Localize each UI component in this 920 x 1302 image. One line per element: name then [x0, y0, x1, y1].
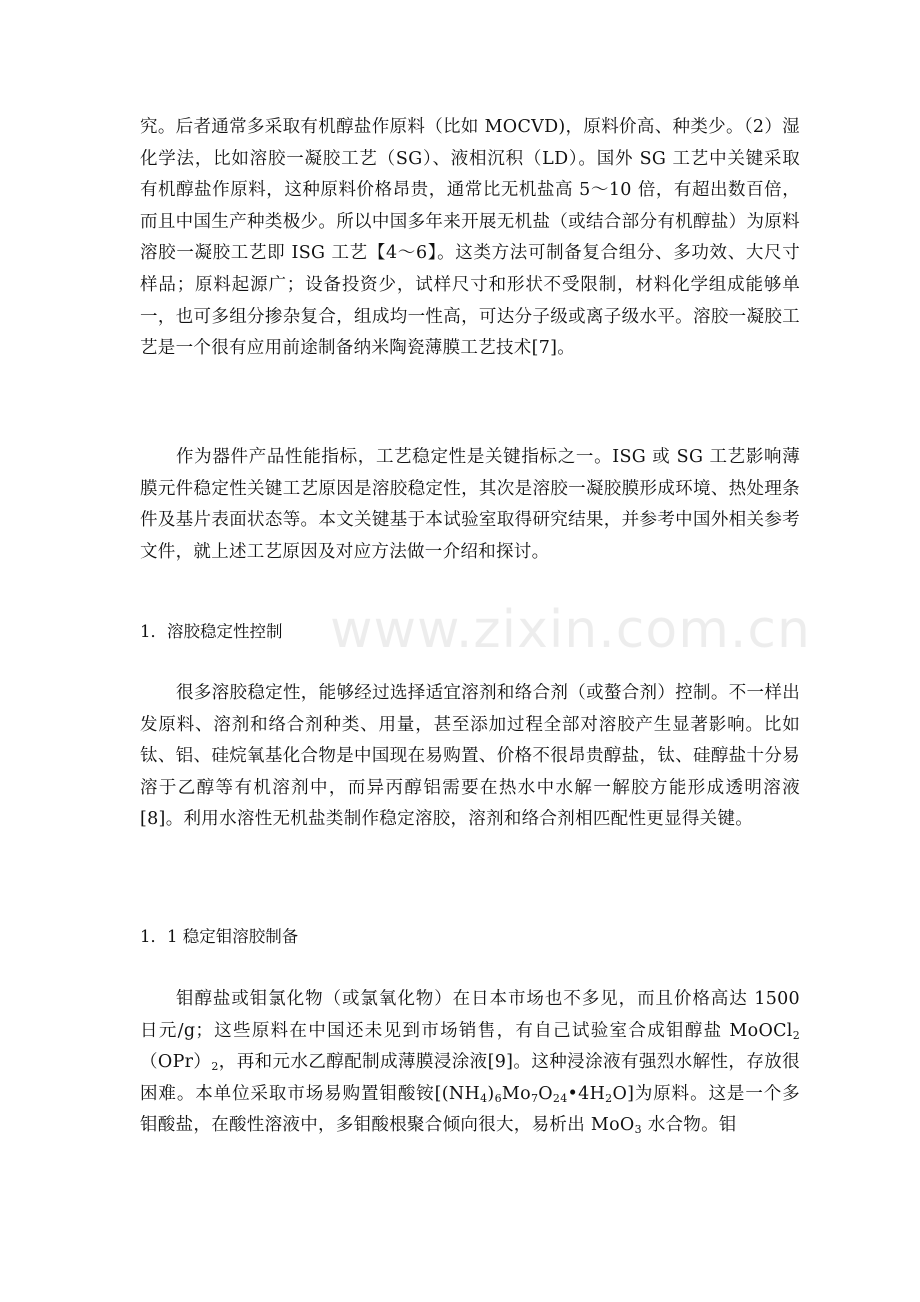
paragraph-4-text: ，再和元水乙醇配制成薄膜浸涂液[9]。这种浸涂液有强烈水解性，存放很困难。本单位采取市场易购置钼酸铵[(NH: [140, 1052, 800, 1104]
subscript: 6: [494, 1091, 502, 1105]
paragraph-4-text: Mo: [501, 1083, 531, 1104]
paragraph-4: [140, 984, 800, 1142]
subscript: 7: [530, 1091, 539, 1105]
paragraph-4-text: O]为原料。这是一个多钼酸盐，在酸性溶液中，多钼酸根聚合倾向很大，易析出 MoO: [140, 1083, 800, 1136]
watermark: www.zixin.com.cn: [330, 600, 811, 660]
section-heading-1: 1．溶胶稳定性控制: [140, 622, 283, 641]
paragraph-3: 很多溶胶稳定性，能够经过选择适宜溶剂和络合剂（或螯合剂）控制。不一样出发原料、溶剂和络合剂种类、用量，甚至添加过程全部对溶胶产生显著影响。比如钛、铝、硅烷氧基化合物是中国现在易购置、价格不很昂贵醇盐，钛、硅醇盐十分易溶于乙醇等有机溶剂中，而异丙醇铝需要在热水中水解一解胶方能形成透明溶液[8]。利用水溶性无机盐类制作稳定溶胶，溶剂和络合剂相匹配性更显得关键。: [140, 683, 800, 830]
section-heading-1-1: 1．1 稳定钼溶胶制备: [140, 927, 299, 946]
subscript: 2: [792, 1028, 800, 1042]
subscript: 24: [552, 1091, 568, 1105]
paragraph-4-text: O: [538, 1083, 553, 1104]
subscript: 2: [605, 1091, 613, 1105]
paragraph-4-text: 钼醇盐或钼氯化物（或氯氧化物）在日本市场也不多见，而且价格高达 1500 日元/g；这些原料在中国还未见到市场销售，有自己试验室合成钼醇盐 MoOCl: [140, 989, 800, 1041]
paragraph-4-text: （OPr）: [140, 1052, 212, 1073]
paragraph-2: 作为器件产品性能指标，工艺稳定性是关键指标之一。ISG 或 SG 工艺影响薄膜元件稳定性关键工艺原因是溶胶稳定性，其次是溶胶一凝胶膜形成环境、热处理条件及基片表面状态等。本文关键基于本试验室取得研究结果，并参考中国外相关参考文件，就上述工艺原因及对应方法做一介绍和探讨。: [140, 447, 800, 562]
paragraph-1: 究。后者通常多采取有机醇盐作原料（比如 MOCVD)，原料价高、种类少。（2）湿化学法，比如溶胶一凝胶工艺（SG）、液相沉积（LD）。国外 SG 工艺中关键采取有机醇盐作原料，这种原料价格昂贵，通常比无机盐高 5～10 倍，有超出数百倍，而且中国生产种类极少。所以中国多年来开展无机盐（或结合部分有机醇盐）为原料溶胶一凝胶工艺即 ISG 工艺【4～6】。这类方法可制备复合组分、多功效、大尺寸样品；原料起源广；设备投资少，试样尺寸和形状不受限制，材料化学组成能够单一，也可多组分掺杂复合，组成均一性高，可达分子级或离子级水平。溶胶一凝胶工艺是一个很有应用前途制备纳米陶瓷薄膜工艺技术[7]。: [140, 117, 800, 359]
subscript: 4: [480, 1091, 488, 1105]
subscript: 2: [211, 1060, 219, 1074]
paragraph-4-text: •4H: [567, 1083, 606, 1104]
paragraph-4-text: ): [487, 1083, 495, 1104]
subscript: 3: [634, 1123, 642, 1137]
paragraph-4-text: 水合物。钼: [641, 1115, 737, 1136]
